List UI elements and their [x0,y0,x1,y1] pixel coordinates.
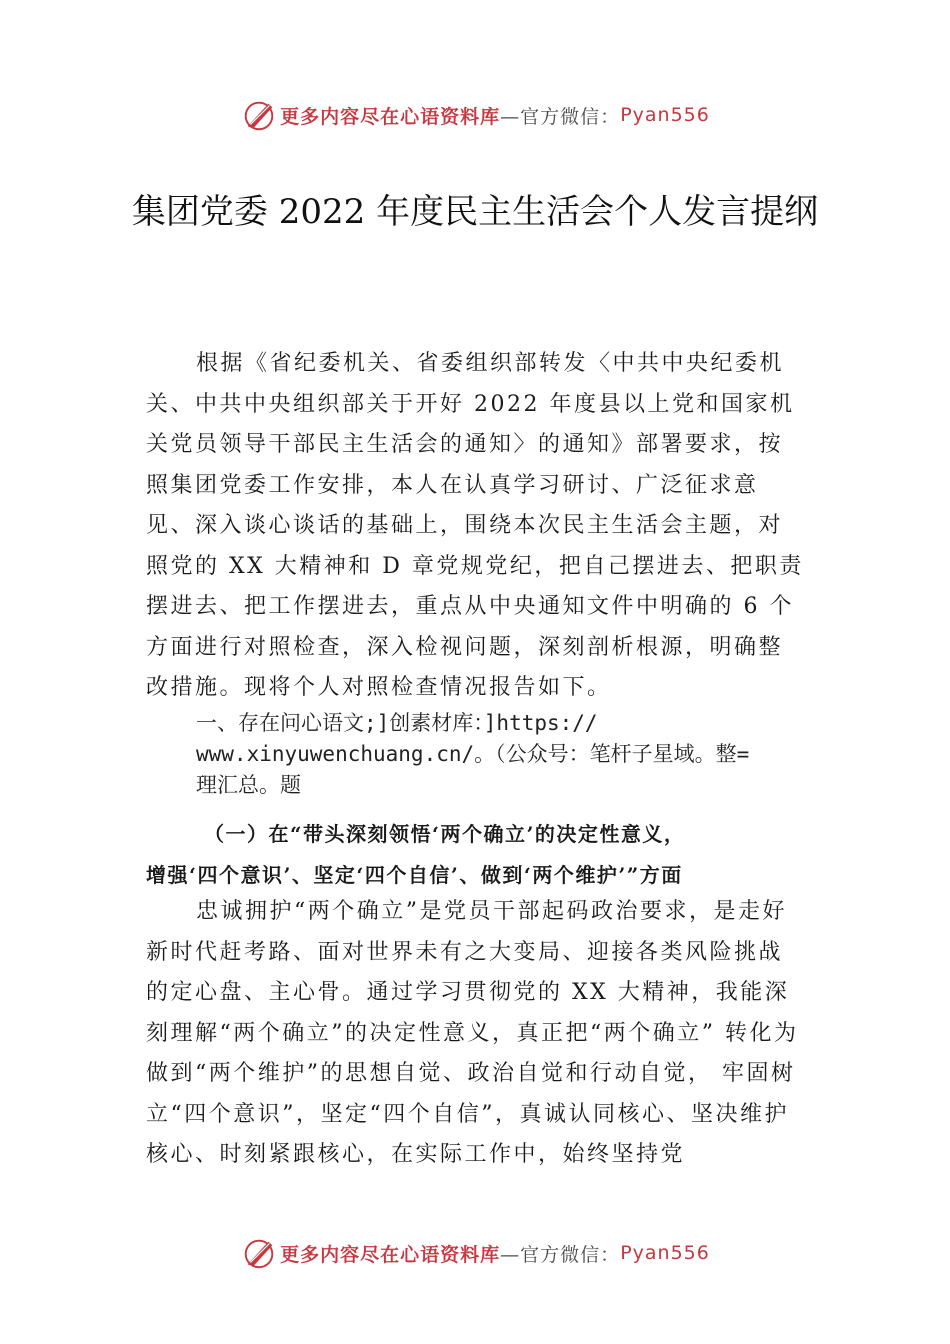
watermark-wechat-id: Pyan556 [620,104,710,126]
body-paragraph: 忠诚拥护“两个确立”是党员干部起码政治要求，是走好新时代赶考路、面对世界未有之大变局、迎接各类风险挑战的定心盘、主心骨。通过学习贯彻党的 XX 大精神，我能深刻理解“两个确立”的决定性意义，真正把“两个确立” 转化为做到“两个维护”的思想自觉、政治自觉和行动自觉， 牢固树立“四个意识”，坚定“四个自信”，真诚认同核心、坚决维护核心、时刻紧跟核心，在实际工作中，始终坚持党 [146,899,799,1167]
watermark-dark-text: —官方微信： [500,105,621,128]
section-heading-line-2: 增强‘四个意识’、坚定‘四个自信’、做到‘两个维护’”方面 [146,863,683,887]
source-note-line-1: 一、存在问心语文;]创素材库：]https:// [196,711,598,735]
quill-logo-icon [240,1234,278,1272]
intro-paragraph: 根据《省纪委机关、省委组织部转发〈中共中央纪委机关、中共中央组织部关于开好 2022 年度县以上党和国家机关党员领导干部民主生活会的通知〉的通知》部署要求，按照集团党委工作安排，本人在认真学习研讨、广泛征求意见、深入谈心谈话的基础上，围绕本次民主生活会主题，对照党的 XX 大精神和 D 章党规党纪，把自己摆进去、把职责摆进去、把工作摆进去，重点从中央通知文件中明确的 6 个方面进行对照检查，深入检视问题，深刻剖析根源，明确整改措施。现将个人对照检查情况报告如下。 [146,351,804,700]
document-title: 集团党委 2022 年度民主生活会个人发言提纲 [131,192,819,232]
section-heading-line-1: （一）在“带头深刻领悟‘两个确立’的决定性意义， [204,822,686,846]
watermark-red-text: 更多内容尽在心语资料库 [280,105,501,128]
source-note-line-3: 理汇总。题 [196,773,301,797]
section-heading [146,814,816,896]
quill-logo-icon [240,96,278,134]
watermark-red-text: 更多内容尽在心语资料库 [280,1243,501,1266]
watermark-banner-bottom [0,1233,950,1273]
source-note-line-2: www.xinyuwenchuang.cn/。（公众号：笔杆子星域。整= [196,742,750,766]
watermark-wechat-id: Pyan556 [620,1242,710,1264]
watermark-dark-text: —官方微信： [500,1243,621,1266]
watermark-banner-top [0,95,950,135]
source-note [196,708,836,801]
